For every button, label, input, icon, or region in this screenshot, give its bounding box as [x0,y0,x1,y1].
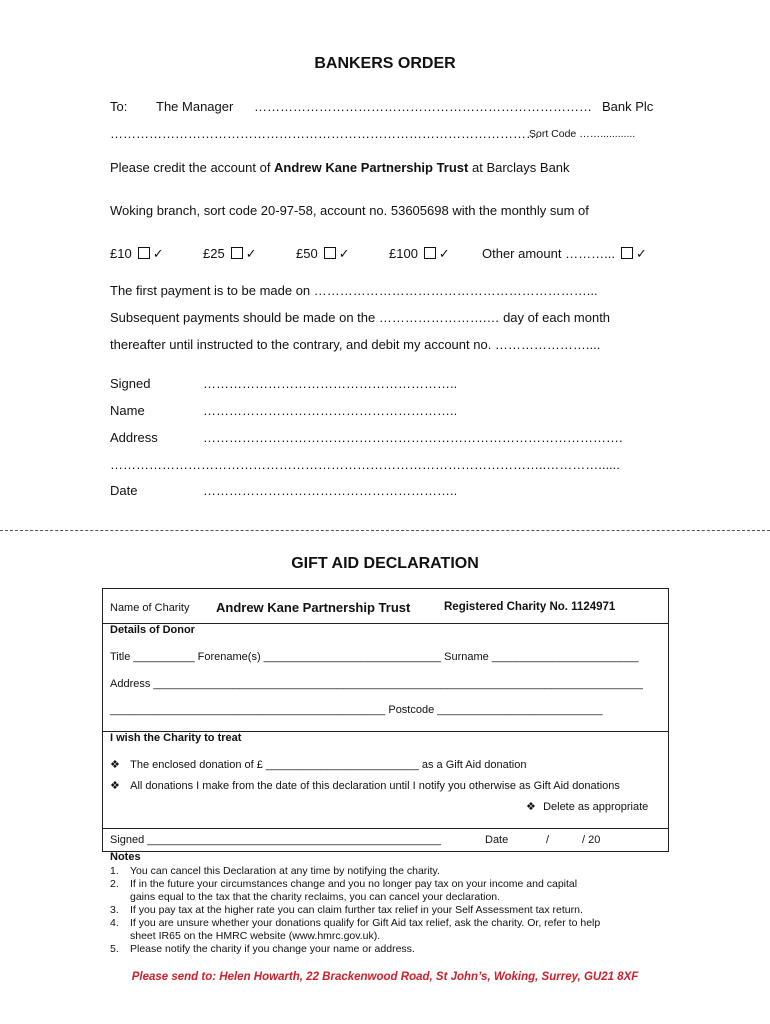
option-text: The enclosed donation of £ _________________________ as a Gift Aid donation [130,759,527,771]
note-text: Please notify the charity if you change your name or address. [130,943,415,955]
checkbox[interactable] [324,247,336,259]
date-year[interactable]: / 20 [582,834,601,846]
bankers-order-title: BANKERS ORDER [314,55,456,72]
delete-text: Delete as appropriate [543,801,649,813]
credit-text-post: at Barclays Bank [468,160,570,175]
amount-label: Other amount ………... [482,246,615,261]
donor-name-line[interactable]: Title __________ Forename(s) _____________________________ Surname ________________________ [110,651,639,663]
branch-text: Woking branch, sort code 20-97-58, account no. 53605698 with the monthly sum of [110,203,589,218]
note-text: gains equal to the tax that the charity reclaims, you can cancel your declaration. [130,891,501,903]
note-item [110,865,440,877]
thereafter-line[interactable]: thereafter until instructed to the contrary, and debit my account no. ………………….... [110,337,601,352]
address-dots[interactable]: ……………………………………………………………………………………. [203,430,623,445]
donor-address-line[interactable]: Address ________________________________________________________________________________ [110,678,643,690]
note-item [110,878,577,890]
checkbox[interactable] [138,247,150,259]
manager-label: The Manager [156,99,234,114]
amount-25[interactable] [203,246,257,262]
note-text: If you pay tax at the higher rate you can claim further tax relief in your Self Assessment tax return. [130,904,583,916]
check-icon: ✓ [245,246,257,261]
credit-text-pre: Please credit the account of [110,160,275,175]
check-icon: ✓ [635,246,647,261]
note-text: If you are unsure whether your donations qualify for Gift Aid tax relief, ask the charity. Or, refer to help [130,917,601,929]
signed-dots[interactable]: ………………………………………………….. [203,376,458,391]
send-to-address: Please send to: Helen Howarth, 22 Brackenwood Road, St John’s, Woking, Surrey, GU21 8XF [131,971,639,983]
amount-10[interactable] [110,246,164,262]
check-icon: ✓ [152,246,164,261]
donor-postcode-line[interactable]: _____________________________________________ Postcode ___________________________ [110,704,603,716]
check-icon: ✓ [338,246,350,261]
option-enclosed-donation[interactable] [110,758,526,771]
gift-aid-title: GIFT AID DECLARATION [291,555,479,572]
registered-charity-number: Registered Charity No. 1124971 [444,601,616,613]
cut-line-divider [0,530,770,531]
note-text: If in the future your circumstances change and you no longer pay tax on your income and capital [130,878,578,890]
diamond-bullet-icon: ❖ [526,801,536,813]
note-text: You can cancel this Declaration at any time by notifying the charity. [130,865,440,877]
amount-other[interactable] [482,246,647,262]
note-item [110,904,583,916]
name-dots[interactable]: ………………………………………………….. [203,403,458,418]
row-divider [103,828,668,829]
checkbox[interactable] [424,247,436,259]
address-line-2[interactable]: ………………………………………………………………………………………..…………...... [110,457,620,472]
date-slash[interactable]: / [546,834,550,846]
diamond-bullet-icon: ❖ [110,759,120,771]
note-text: sheet IR65 on the HMRC website (www.hmrc.gov.uk). [130,930,381,942]
note-item [110,917,600,929]
branch-dots[interactable]: ……………………………………………………………………………………… [110,126,539,141]
notes-heading: Notes [110,851,141,863]
note-number: 1. [110,865,119,877]
date-dots[interactable]: ………………………………………………….. [203,483,458,498]
note-item [110,930,380,942]
note-number: 5. [110,943,119,955]
delete-as-appropriate [526,800,648,813]
amount-label: £50 [296,246,318,261]
gift-aid-date-label: Date [485,834,509,846]
subsequent-payment-line[interactable]: Subsequent payments should be made on the …………………….… day of each month [110,310,611,325]
name-label: Name [110,403,145,418]
sort-code-label[interactable]: Sort Code ……............ [529,128,636,140]
charity-name: Andrew Kane Partnership Trust [216,600,411,615]
bank-plc-label: Bank Plc [602,99,654,114]
option-all-donations[interactable] [110,779,620,792]
to-label: To: [110,99,128,114]
note-item [110,891,500,903]
amount-label: £10 [110,246,132,261]
credit-text [110,160,570,175]
name-of-charity-label: Name of Charity [110,602,190,614]
checkbox[interactable] [621,247,633,259]
signature-line[interactable]: Signed ________________________________________________ [110,834,441,846]
amount-100[interactable] [389,246,450,262]
credit-account-name: Andrew Kane Partnership Trust [274,160,469,175]
amount-50[interactable] [296,246,350,262]
check-icon: ✓ [438,246,450,261]
address-label: Address [110,430,158,445]
note-number: 3. [110,904,119,916]
option-text: All donations I make from the date of this declaration until I notify you otherwise as Gift Aid donations [130,780,620,792]
manager-dots[interactable]: …………………………………………………………………… [254,99,592,114]
signed-label: Signed [110,376,151,391]
details-of-donor-heading: Details of Donor [110,624,195,636]
note-number: 4. [110,917,119,929]
amount-label: £25 [203,246,225,261]
diamond-bullet-icon: ❖ [110,780,120,792]
date-label: Date [110,483,138,498]
checkbox[interactable] [231,247,243,259]
amount-label: £100 [389,246,418,261]
first-payment-line[interactable]: The first payment is to be made on ………………………………………………………... [110,283,598,298]
note-item [110,943,415,955]
wish-charity-heading: I wish the Charity to treat [110,732,242,744]
note-number: 2. [110,878,119,890]
